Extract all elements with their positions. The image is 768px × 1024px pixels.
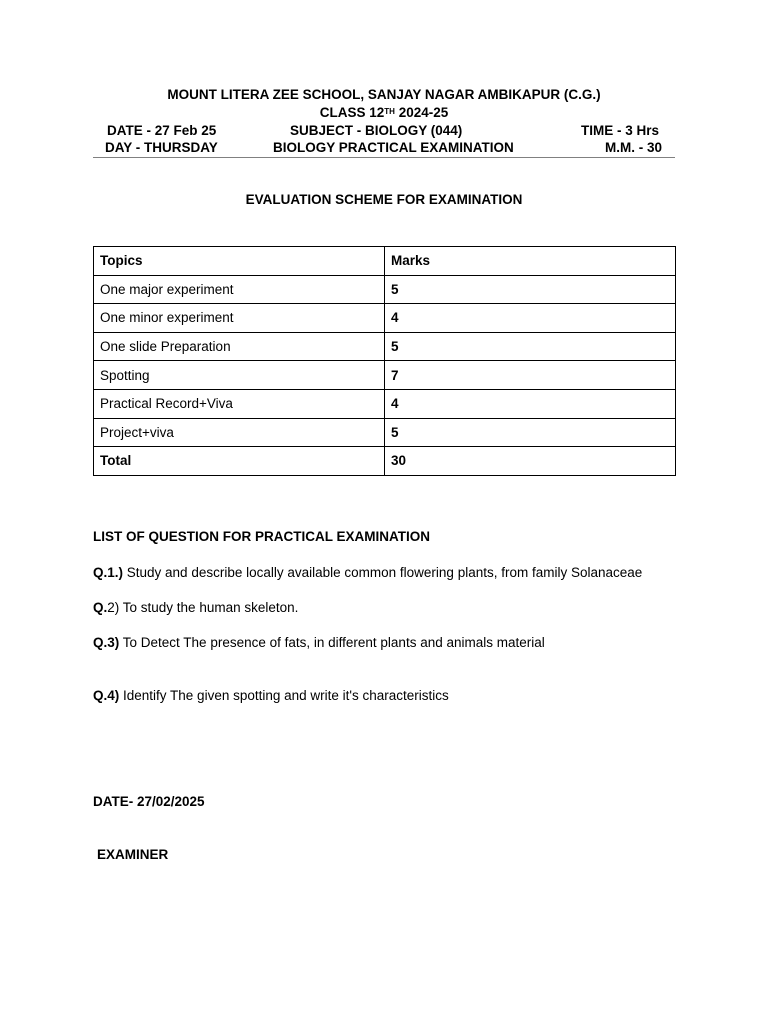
marks-cell: 5 <box>385 275 676 304</box>
header-topics: Topics <box>94 247 385 276</box>
footer-date: DATE- 27/02/2025 <box>93 794 205 809</box>
question-item <box>93 635 545 650</box>
topic-cell: Practical Record+Viva <box>94 389 385 418</box>
question-label: Q.3) <box>93 635 120 650</box>
question-text: Study and describe locally available common flowering plants, from family Solanaceae <box>123 565 643 580</box>
marks-cell: 7 <box>385 361 676 390</box>
class-line <box>93 104 675 122</box>
total-value: 30 <box>385 447 676 476</box>
max-marks: M.M. - 30 <box>604 140 662 155</box>
examiner-label: EXAMINER <box>97 847 169 862</box>
header-marks: Marks <box>385 247 676 276</box>
table-row <box>94 418 676 447</box>
exam-time: TIME - 3 Hrs <box>580 123 659 138</box>
topic-cell: Spotting <box>94 361 385 390</box>
table-total-row <box>94 447 676 476</box>
document-header <box>93 86 675 156</box>
question-label: Q.4) <box>93 688 120 703</box>
class-superscript: TH <box>384 107 395 116</box>
topic-cell: One major experiment <box>94 275 385 304</box>
class-prefix: CLASS 12 <box>319 105 385 120</box>
question-label: Q. <box>93 600 108 615</box>
topic-cell: Project+viva <box>94 418 385 447</box>
marks-cell: 4 <box>385 389 676 418</box>
class-year: 2024-25 <box>394 105 449 120</box>
total-label: Total <box>94 447 385 476</box>
evaluation-table <box>93 246 676 476</box>
marks-cell: 4 <box>385 304 676 333</box>
exam-date: DATE - 27 Feb 25 <box>107 123 217 138</box>
question-item <box>93 600 298 615</box>
table-header-row <box>94 247 676 276</box>
info-row-2 <box>93 139 675 156</box>
table-row <box>94 275 676 304</box>
exam-day: DAY - THURSDAY <box>105 140 218 155</box>
table-row <box>94 389 676 418</box>
question-text: Identify The given spotting and write it's characteristics <box>119 688 449 703</box>
table-row <box>94 361 676 390</box>
school-name: MOUNT LITERA ZEE SCHOOL, SANJAY NAGAR AMBIKAPUR (C.G.) <box>167 87 601 102</box>
table-row <box>94 304 676 333</box>
topic-cell: One minor experiment <box>94 304 385 333</box>
header-divider <box>93 157 675 158</box>
exam-name: BIOLOGY PRACTICAL EXAMINATION <box>273 140 514 155</box>
table-row <box>94 332 676 361</box>
question-item <box>93 688 449 703</box>
question-text: 2) To study the human skeleton. <box>107 600 299 615</box>
info-row-1 <box>93 122 675 139</box>
question-list-title: LIST OF QUESTION FOR PRACTICAL EXAMINATION <box>93 529 430 544</box>
exam-subject: SUBJECT - BIOLOGY (044) <box>290 123 463 138</box>
question-text: To Detect The presence of fats, in different plants and animals material <box>119 635 545 650</box>
scheme-title: EVALUATION SCHEME FOR EXAMINATION <box>245 192 523 207</box>
topic-cell: One slide Preparation <box>94 332 385 361</box>
marks-cell: 5 <box>385 332 676 361</box>
marks-cell: 5 <box>385 418 676 447</box>
question-label: Q.1.) <box>93 565 124 580</box>
question-item <box>93 565 642 580</box>
